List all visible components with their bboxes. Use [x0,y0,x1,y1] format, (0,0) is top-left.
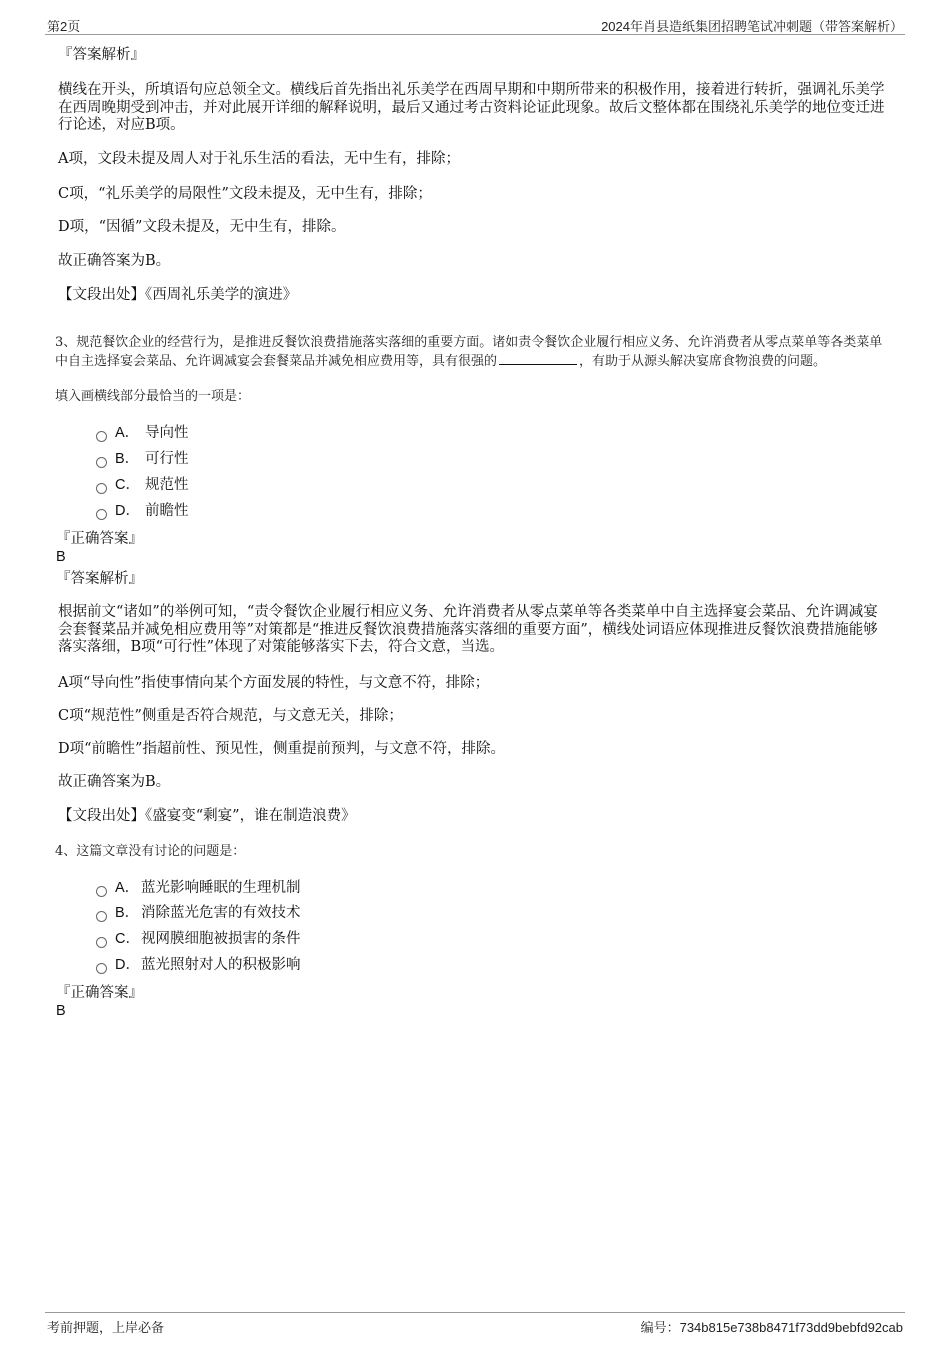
q4-option-b[interactable]: B． 消除蓝光危害的有效技术 [96,904,301,922]
q3-option-c-explanation: C项“规范性”侧重是否符合规范，与文意无关，排除； [58,708,403,724]
q3-answer: B [56,549,66,565]
radio-icon[interactable] [96,886,107,897]
radio-icon[interactable] [96,937,107,948]
q3-stem-text: 3、规范餐饮企业的经营行为，是推进反餐饮浪费措施落实落细的重要方面。诸如责令餐饮企业履行相应义务、允许消费者从零点菜单等各类菜单中自主选择宴会菜品、允许调减宴会套餐菜品并减免相应费用等，具有很强的 [55,335,883,369]
q3-prompt: 填入画横线部分最恰当的一项是： [55,389,251,404]
q2-analysis-label: 『答案解析』 [58,47,145,63]
radio-icon[interactable] [96,431,107,442]
q4-stem: 4、这篇文章没有讨论的问题是： [55,844,246,859]
radio-icon[interactable] [96,483,107,494]
q3-conclusion: 故正确答案为B。 [58,774,171,790]
q3-option-d-explanation: D项“前瞻性”指超前性、预见性，侧重提前预判，与文意不符，排除。 [58,741,505,757]
q3-analysis-paragraph: 根据前文“诸如”的举例可知，“责令餐饮企业履行相应义务、允许消费者从零点菜单等各类菜单中自主选择宴会菜品、允许调减宴会套餐菜品并减免相应费用等”对策都是“推进反餐饮浪费措施落实落细的重要方面”，横线处词语应体现推进反餐饮浪费措施能够落实落细，B项“可行性”体现了对策能够落实下去，符合文意，当选。 [58,604,878,655]
radio-icon[interactable] [96,457,107,468]
q4-option-a[interactable]: A． 蓝光影响睡眠的生理机制 [96,879,301,897]
q2-conclusion: 故正确答案为B。 [58,253,171,269]
radio-icon[interactable] [96,911,107,922]
page-number: 第2页 [47,19,81,34]
q2-option-d-explanation: D项，“因循”文段未提及，无中生有，排除。 [58,219,346,235]
q3-option-c[interactable]: C． 规范性 [96,476,189,494]
q2-option-a-explanation: A项，文段未提及周人对于礼乐生活的看法，无中生有，排除； [58,151,460,167]
document-id: 编号：734b815e738b8471f73dd9bebfd92cab [640,1320,903,1335]
footer-slogan: 考前押题，上岸必备 [47,1321,165,1336]
q2-option-c-explanation: C项，“礼乐美学的局限性”文段未提及，无中生有，排除； [58,186,432,202]
radio-icon[interactable] [96,963,107,974]
q4-option-c[interactable]: C．视网膜细胞被损害的条件 [96,930,301,948]
q4-answer: B [56,1003,66,1019]
q3-answer-label: 『正确答案』 [56,531,143,547]
q3-option-b[interactable]: B． 可行性 [96,450,189,468]
document-title: 2024年肖县造纸集团招聘笔试冲刺题（带答案解析） [601,19,903,34]
page-header [45,14,905,35]
page-footer [45,1312,905,1336]
q3-analysis-label: 『答案解析』 [56,571,143,587]
q3-source: 【文段出处】《盛宴变“剩宴”，谁在制造浪费》 [58,808,356,824]
q2-analysis-paragraph: 横线在开头，所填语句应总领全文。横线后首先指出礼乐美学在西周早期和中期所带来的积极作用，接着进行转折，强调礼乐美学在西周晚期受到冲击，并对此展开详细的解释说明，最后又通过考古资料论证此现象。故后文整体都在围绕礼乐美学的地位变迁进行论述，对应B项。 [58,82,885,133]
q4-answer-label: 『正确答案』 [56,985,143,1001]
radio-icon[interactable] [96,509,107,520]
q4-option-d[interactable]: D．蓝光照射对人的积极影响 [96,956,301,974]
q3-option-a[interactable]: A． 导向性 [96,424,189,442]
q3-option-d[interactable]: D． 前瞻性 [96,502,189,520]
q3-blank [499,352,577,365]
q3-stem-tail: ，有助于从源头解决宴席食物浪费的问题。 [579,354,827,369]
q2-source: 【文段出处】《西周礼乐美学的演进》 [58,287,298,303]
q3-option-a-explanation: A项“导向性”指使事情向某个方面发展的特性，与文意不符，排除； [58,675,490,691]
q3-stem [55,334,895,371]
